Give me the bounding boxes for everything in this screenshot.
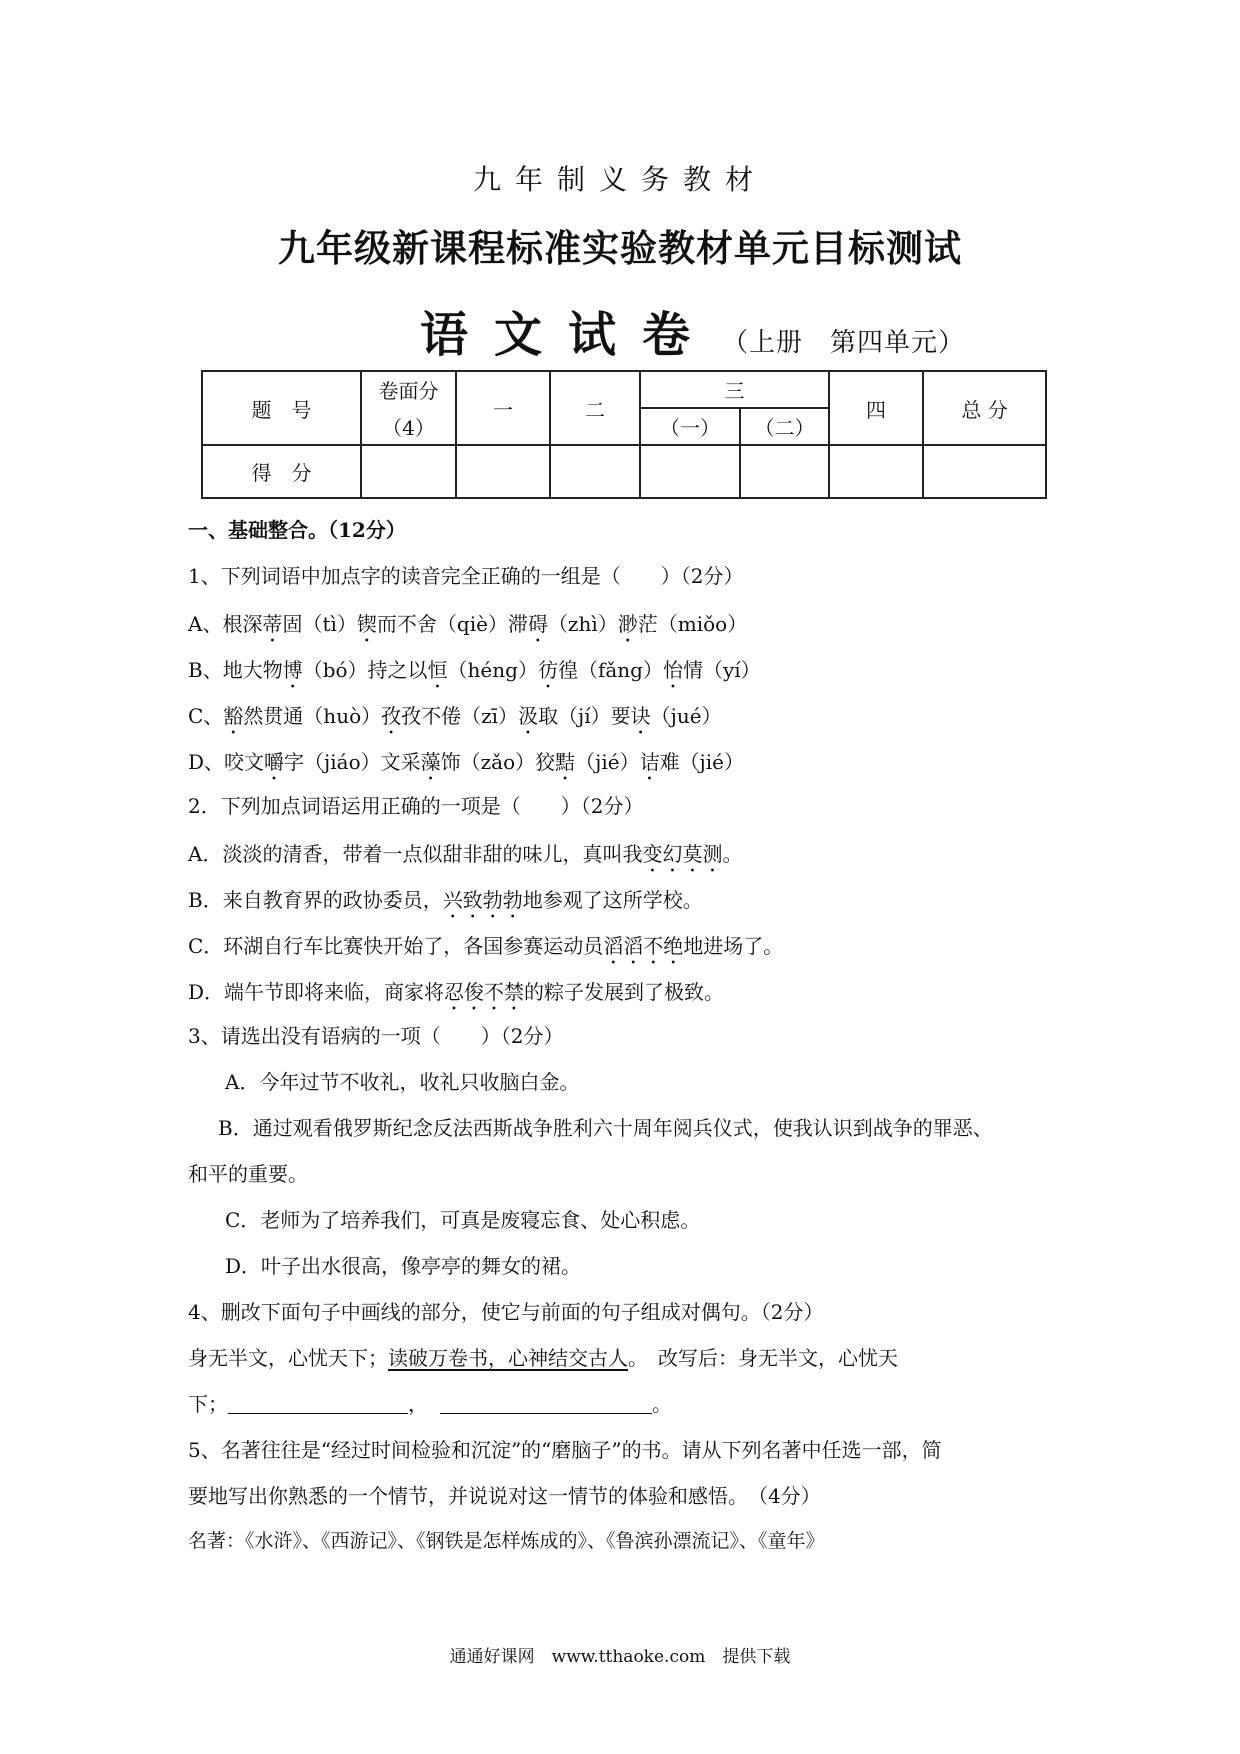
q1-option-c: C、豁然贯通（huò）孜孜不倦（zī）汲取（jí）要诀（jué） <box>188 704 722 728</box>
q2-stem: 2．下列加点词语运用正确的一项是（ ）（2分） <box>188 794 644 818</box>
juanmian-points: （4） <box>382 416 435 440</box>
score-cell <box>740 445 829 498</box>
paper-title-sub: （上册 第四单元） <box>722 328 966 358</box>
score-cell <box>923 445 1046 498</box>
q1-option-b: B、地大物博（bó）持之以恒（héng）彷徨（fǎng）怡情（yí） <box>188 658 761 682</box>
header-col-3: 三 <box>640 371 829 408</box>
q4-answer-line: 下； ， 。 <box>188 1392 672 1416</box>
q2-option-d: D．端午节即将来临，商家将忍俊不禁的粽子发展到了极致。 <box>188 980 725 1004</box>
q2-option-a: A．淡淡的清香，带着一点似甜非甜的味儿，真叫我变幻莫测。 <box>188 842 743 866</box>
q3-option-a: A．今年过节不收礼，收礼只收脑白金。 <box>225 1070 580 1094</box>
q2-option-b: B．来自教育界的政协委员，兴致勃勃地参观了这所学校。 <box>188 888 703 912</box>
q4-underlined-part: 读破万卷书，心神结交古人 <box>388 1346 628 1370</box>
q2-option-c: C．环湖自行车比赛快开始了，各国参赛运动员滔滔不绝地进场了。 <box>188 934 784 958</box>
q3-option-b-cont: 和平的重要。 <box>188 1162 308 1186</box>
header-col-2: 二 <box>550 371 640 445</box>
score-cell <box>456 445 550 498</box>
header-col-3b: （二） <box>740 408 829 445</box>
section-heading: 一、基础整合。（12分） <box>188 518 406 542</box>
score-cell <box>829 445 923 498</box>
header-col-3a: （一） <box>640 408 740 445</box>
q5-stem-1: 5、名著往往是“经过时间检验和沉淀”的“磨脑子”的书。请从下列名著中任选一部，简 <box>188 1438 942 1462</box>
q3-option-c: C．老师为了培养我们，可真是废寝忘食、处心积虑。 <box>225 1208 701 1232</box>
juanmian-label: 卷面分 <box>378 379 439 403</box>
q5-book-list: 名著：《水浒》、《西游记》、《钢铁是怎样炼成的》、《鲁滨孙漂流记》、《童年》 <box>188 1530 825 1552</box>
header-col-1: 一 <box>456 371 550 445</box>
header-col-4: 四 <box>829 371 923 445</box>
header-question-label: 题 号 <box>202 371 361 445</box>
q4-stem: 4、删改下面句子中画线的部分，使它与前面的句子组成对偶句。（2分） <box>188 1300 824 1324</box>
q1-option-d: D、咬文嚼字（jiáo）文采藻饰（zǎo）狡黠（jié）诘难（jié） <box>188 750 744 774</box>
score-cell <box>361 445 456 498</box>
header-juanmian <box>361 371 456 445</box>
q3-stem: 3、请选出没有语病的一项（ ）（2分） <box>188 1024 564 1048</box>
answer-blank[interactable] <box>228 1395 408 1414</box>
series-title: 九年制义务教材 <box>472 163 767 196</box>
score-cell <box>640 445 740 498</box>
page-footer: 通通好课网 www.tthaoke.com 提供下载 <box>449 1647 791 1667</box>
q4-sentence: 身无半文，心忧天下；读破万卷书，心神结交古人。 改写后：身无半文，心忧天 <box>188 1346 898 1370</box>
q5-stem-2: 要地写出你熟悉的一个情节，并说说对这一情节的体验和感悟。 （4分） <box>188 1484 821 1508</box>
q1-stem: 1、下列词语中加点字的读音完全正确的一组是（ ）（2分） <box>188 564 744 588</box>
score-cell <box>550 445 640 498</box>
q3-option-b: B．通过观看俄罗斯纪念反法西斯战争胜利六十周年阅兵仪式，使我认识到战争的罪恶、 <box>218 1116 993 1140</box>
score-row-label: 得 分 <box>202 445 361 498</box>
paper-title-main: 语文试卷 <box>420 307 717 363</box>
answer-blank[interactable] <box>440 1395 652 1414</box>
score-table <box>201 370 1047 499</box>
q3-option-d: D．叶子出水很高，像亭亭的舞女的裙。 <box>225 1254 582 1278</box>
test-title: 九年级新课程标准实验教材单元目标测试 <box>278 226 962 270</box>
paper-title <box>420 296 965 365</box>
q1-option-a: A、根深蒂固（tì）锲而不舍（qiè）滞碍（zhì）渺茫（miǒo） <box>188 612 748 636</box>
header-total: 总 分 <box>923 371 1046 445</box>
